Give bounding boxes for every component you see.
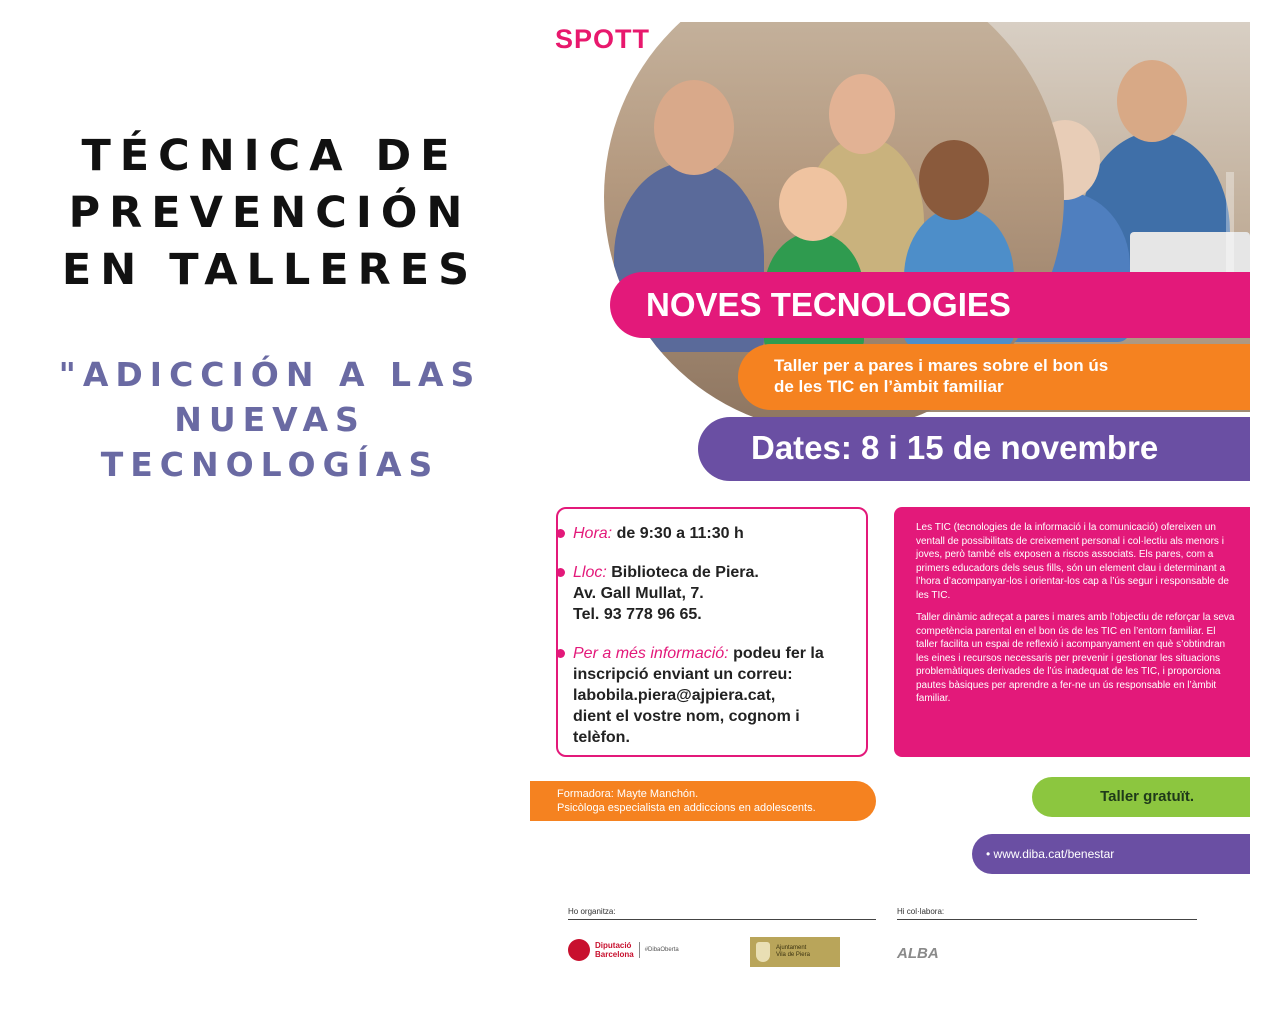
trainer-banner [530, 781, 876, 821]
subtitle-line: "ADICCIÓN A LAS [58, 355, 482, 394]
footer-divider [568, 919, 876, 920]
trainer-line: Formadora: Mayte Manchón. [557, 788, 699, 800]
website-banner [972, 834, 1250, 874]
lloc-line: Tel. 93 778 96 65. [573, 606, 702, 623]
footer-divider [897, 919, 1197, 920]
banner-subtitle [774, 355, 1108, 397]
contact-email[interactable]: labobila.piera@ajpiera.cat, [573, 687, 776, 704]
photo-credit [1226, 172, 1234, 282]
title-line: EN TALLERES [61, 245, 479, 295]
bullet-icon [556, 568, 565, 577]
info-box [556, 507, 868, 757]
lloc-line: Biblioteca de Piera. [611, 564, 759, 581]
logo-separator [639, 942, 640, 958]
mes-line: dient el vostre nom, cognom i [573, 708, 800, 725]
description-paragraph: Taller dinàmic adreçat a pares i mares amb l’objectiu de reforçar la seva competència parental en el bon ús de les TIC en l’entorn familiar. El taller facilita un espai de reflexió i acompanyament en què s’obtindran les eines i recursos necessaris per prevenir i gestionar les situacions problemàtiques derivades de l’ús inadequat de les TIC, i proporciona pautes bàsiques per aprendre a fer-ne un ús responsable en l’àmbit familiar. [916, 612, 1235, 704]
title-line: PREVENCIÓN [68, 188, 472, 238]
shield-icon [756, 942, 770, 962]
banner-title: NOVES TECNOLOGIES [646, 286, 1011, 323]
mother-head [829, 74, 895, 154]
description-paragraph: Les TIC (tecnologies de la informació i la comunicació) ofereixen un ventall de possibilitats de creixement personal i col·lectiu als menors i joves, però també els exposen a riscos associats. Els pares, com a primers educadors dels seus fills, són un element clau i determinant a l’hora d’acompanyar-los i orientar-los cap a l’ús segur i responsable de les TIC. [916, 522, 1229, 601]
girl-head [919, 140, 989, 220]
info-lloc [573, 562, 856, 625]
free-label: Taller gratuït. [1100, 788, 1194, 805]
piera-line: Ajuntament [776, 945, 807, 951]
grandfather-head [654, 80, 734, 175]
banner-subtitle-line: Taller per a pares i mares sobre el bon ús [774, 356, 1109, 375]
hora-value: de 9:30 a 11:30 h [616, 525, 744, 542]
lloc-label: Lloc: [573, 564, 607, 581]
mes-line: podeu fer la [733, 645, 824, 662]
subtitle-line: TECNOLOGÍAS [100, 445, 440, 484]
bullet-icon [556, 529, 565, 538]
subtitle-line: NUEVAS [174, 400, 366, 439]
colabora-label: Hi col·labora: [897, 907, 945, 916]
title-line: TÉCNICA DE [81, 131, 459, 181]
man-head [1117, 60, 1187, 142]
piera-name [776, 945, 810, 959]
trainer-line: Psicòloga especialista en addiccions en adolescents. [557, 802, 816, 814]
page-subtitle [40, 352, 500, 487]
organiza-label: Ho organitza: [568, 907, 616, 916]
diba-mark-icon [568, 939, 590, 961]
banner-subtitle-line: de les TIC en l’àmbit familiar [774, 377, 1004, 396]
diba-name [595, 941, 634, 959]
dates-text: Dates: 8 i 15 de novembre [751, 429, 1159, 466]
piera-line: Vila de Piera [776, 952, 810, 958]
mes-label: Per a més informació: [573, 645, 729, 662]
title-banner [610, 272, 1250, 338]
description-box [894, 507, 1250, 757]
hora-label: Hora: [573, 525, 613, 542]
subtitle-banner [738, 344, 1250, 410]
free-workshop-badge [1032, 777, 1250, 817]
alba-logo: ALBA [897, 945, 939, 962]
ajuntament-piera-logo [750, 937, 840, 967]
diputacio-barcelona-logo [568, 939, 679, 961]
boy-head [779, 167, 847, 241]
info-hora [573, 523, 856, 544]
mes-line: telèfon. [573, 729, 630, 746]
workshop-poster [530, 22, 1250, 1012]
bullet-icon [556, 649, 565, 658]
mes-line: inscripció enviant un correu: [573, 666, 793, 683]
website-link[interactable]: • www.diba.cat/benestar [986, 847, 1115, 861]
lloc-line: Av. Gall Mullat, 7. [573, 585, 704, 602]
info-mes [573, 643, 856, 748]
page-title [40, 128, 500, 299]
diba-hashtag: #DibaOberta [644, 947, 679, 953]
dates-banner [698, 417, 1250, 481]
spott-logo: SPOTT [555, 24, 651, 54]
diba-line: Diputació [595, 941, 632, 950]
diba-line: Barcelona [595, 950, 634, 959]
